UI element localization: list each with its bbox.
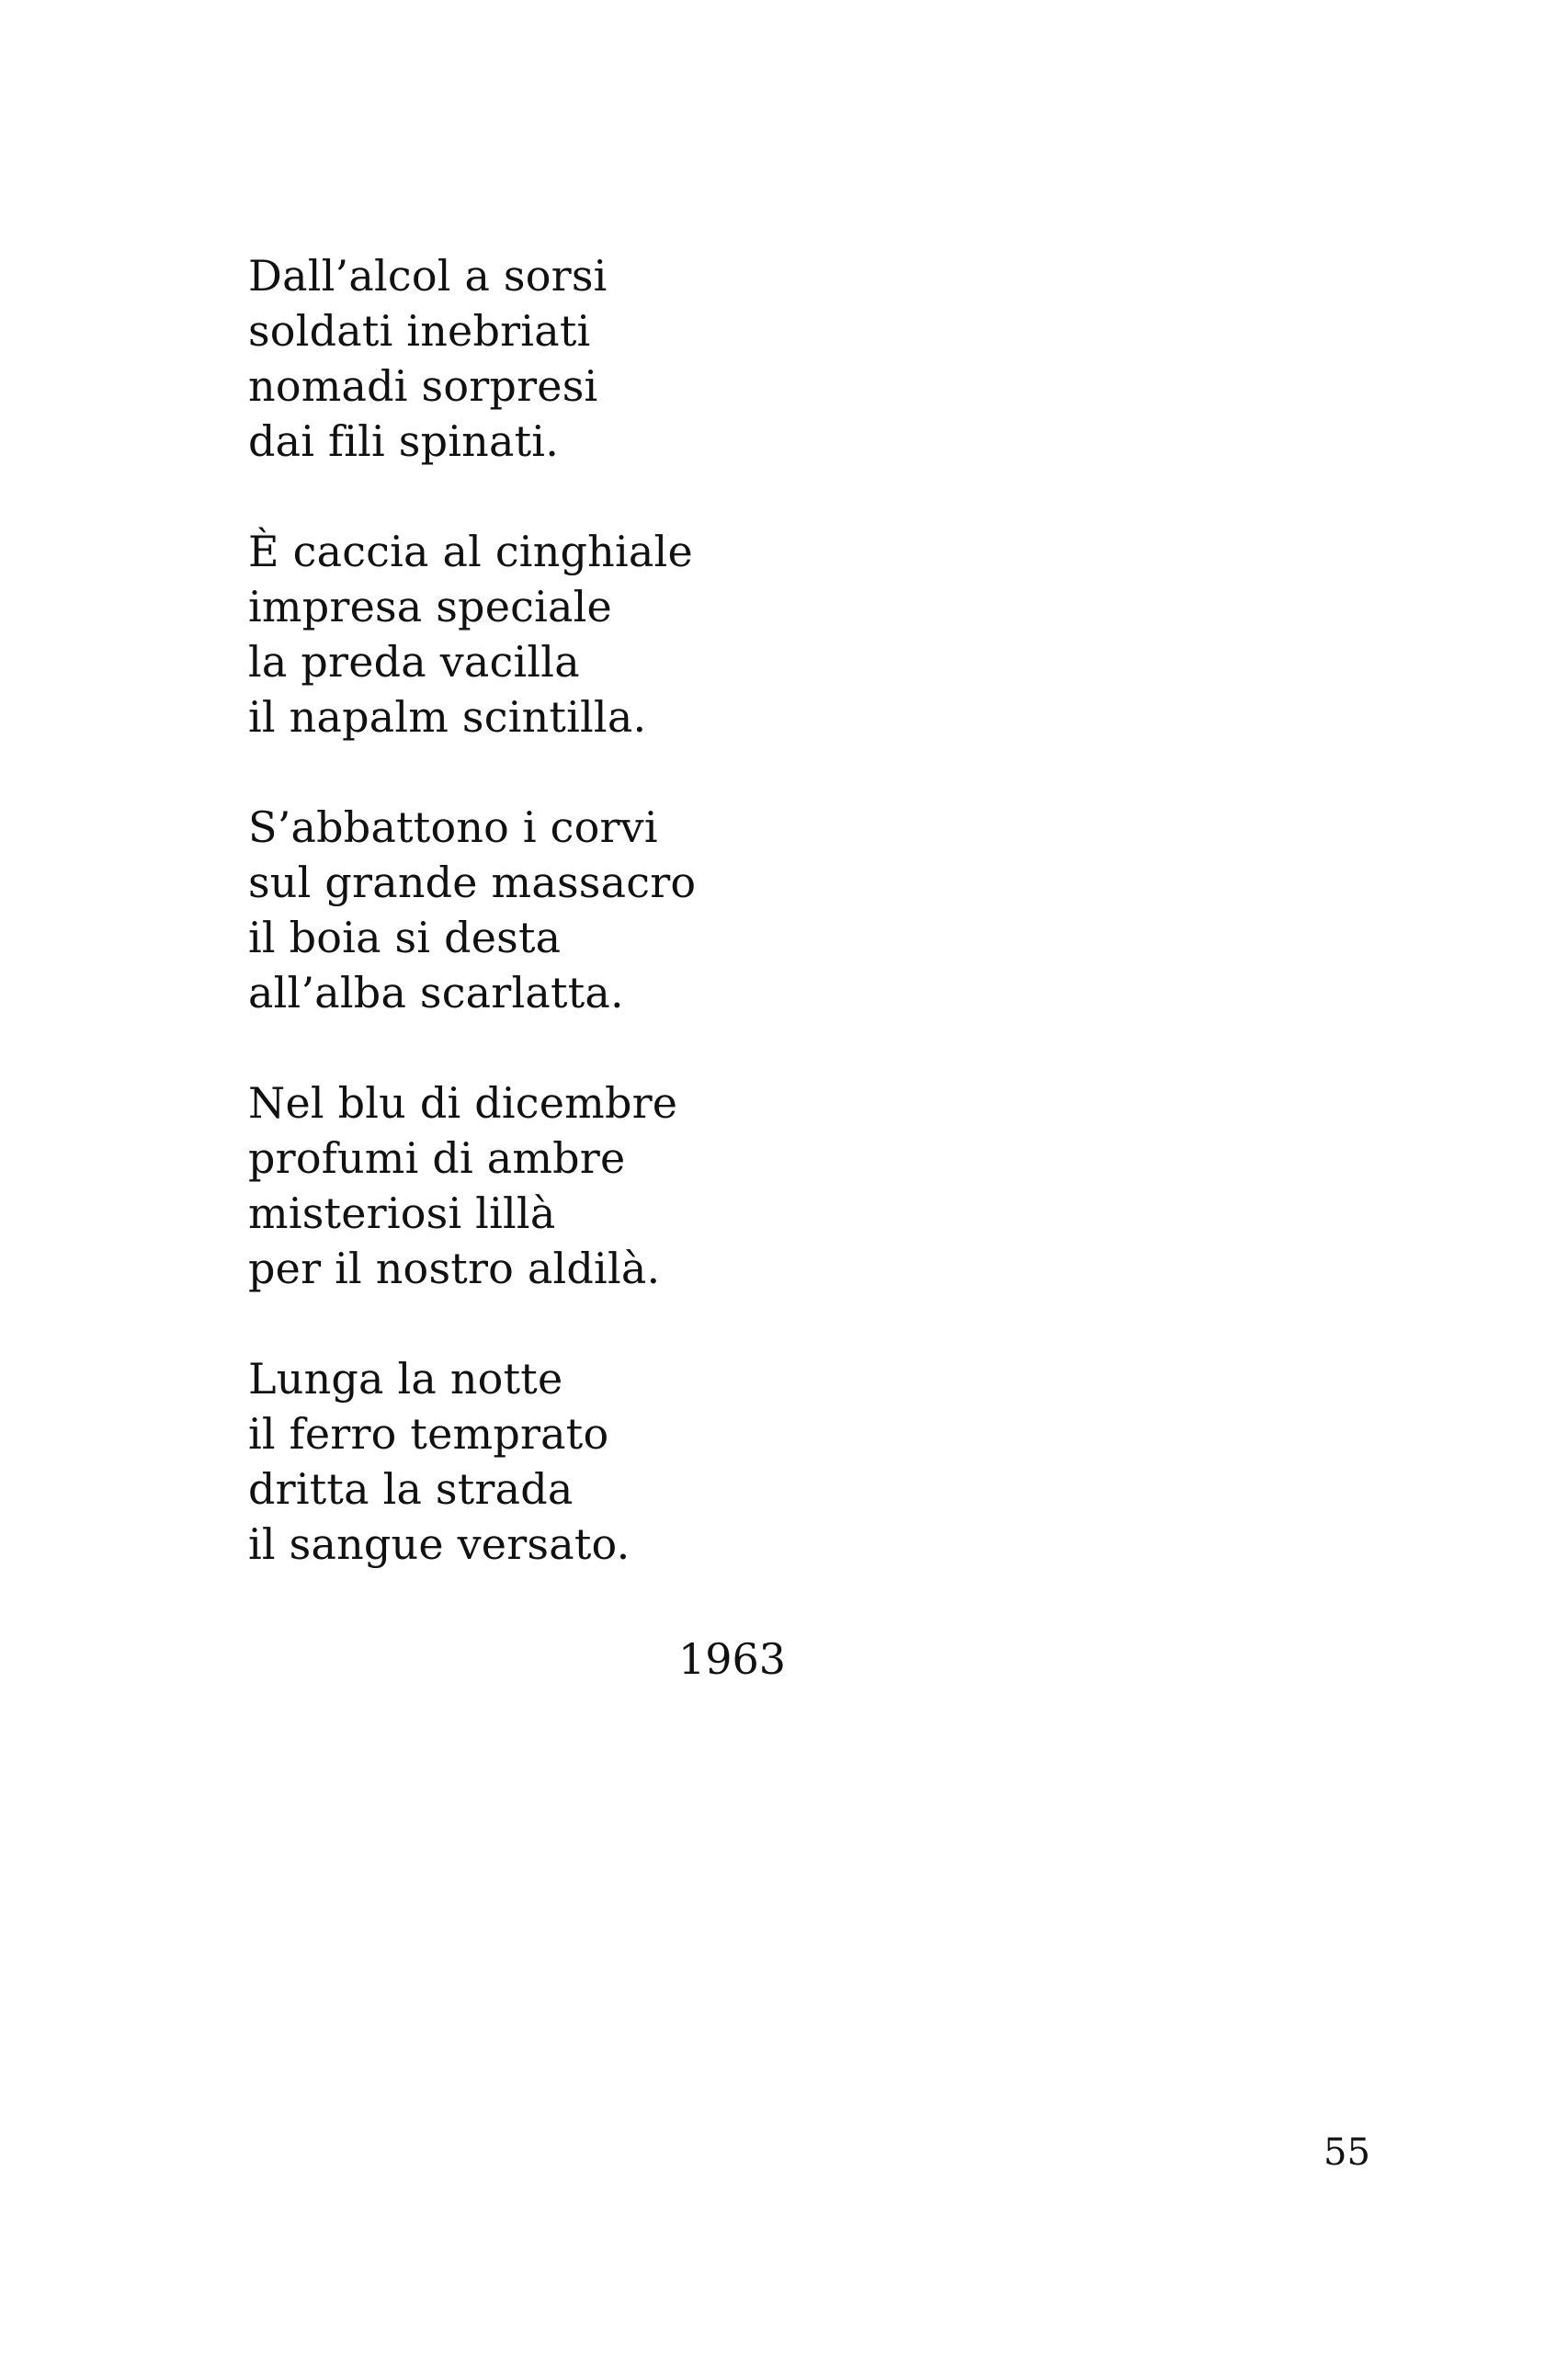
page-number: 55 xyxy=(1324,2131,1370,2174)
stanza-3 xyxy=(248,800,1351,1020)
poem-line: nomadi sorpresi xyxy=(248,361,598,411)
poem-line: impresa speciale xyxy=(248,582,612,631)
poem-line: all’alba scarlatta. xyxy=(248,968,624,1017)
stanza-4 xyxy=(248,1075,1351,1296)
poem-line: soldati inebriati xyxy=(248,306,591,356)
poem-body xyxy=(248,248,1351,1627)
poem-line: misteriosi lillà xyxy=(248,1188,556,1238)
poem-line: la preda vacilla xyxy=(248,637,580,687)
stanza-2 xyxy=(248,524,1351,745)
poem-line: profumi di ambre xyxy=(248,1133,626,1183)
poem-line: il sangue versato. xyxy=(248,1519,631,1569)
poem-line: Lunga la notte xyxy=(248,1354,563,1404)
poem-line: il boia si desta xyxy=(248,913,562,962)
stanza-1 xyxy=(248,248,1351,469)
poem-line: il ferro temprato xyxy=(248,1409,609,1459)
stanza-5 xyxy=(248,1351,1351,1572)
poem-line: Nel blu di dicembre xyxy=(248,1078,678,1128)
poem-line: per il nostro aldilà. xyxy=(248,1244,661,1293)
poem-line: sul grande massacro xyxy=(248,858,697,907)
poem-line: il napalm scintilla. xyxy=(248,692,647,742)
poem-line: Dall’alcol a sorsi xyxy=(248,251,608,301)
poem-line: dritta la strada xyxy=(248,1464,574,1514)
poem-line: È caccia al cinghiale xyxy=(248,527,693,576)
poem-line: dai fili spinati. xyxy=(248,416,560,466)
poem-line: S’abbattono i corvi xyxy=(248,802,658,852)
poem-date: 1963 xyxy=(678,1634,787,1684)
